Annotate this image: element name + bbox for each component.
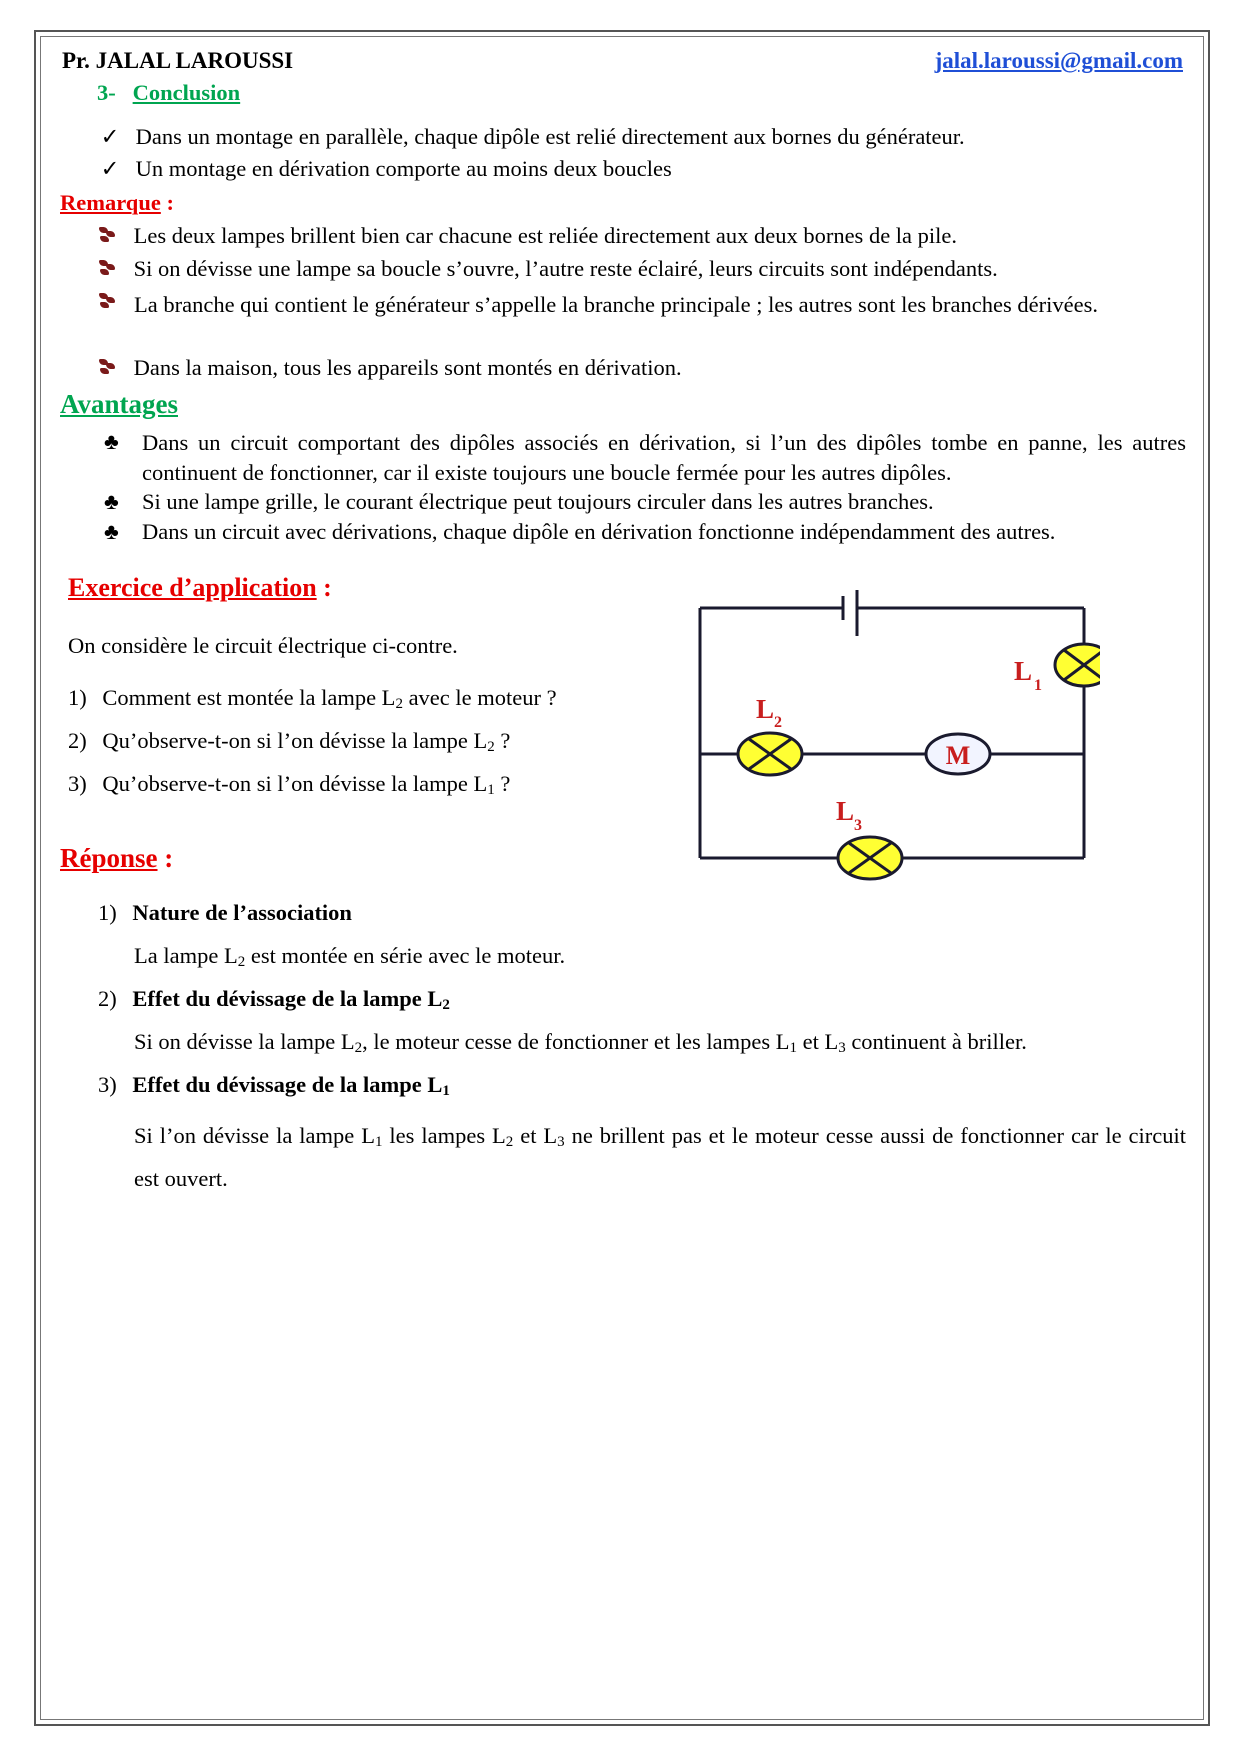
- remarque-item: Si on dévisse une lampe sa boucle s’ouvre, l’autre reste éclairé, leurs circuits sont indépendants.: [98, 255, 998, 283]
- lamp-l1-index: 1: [1034, 677, 1042, 694]
- question-1: 1) Comment est montée la lampe $L_2$ avec le moteur ?: [68, 685, 557, 712]
- lamp-l1-icon: [1055, 644, 1100, 686]
- conclusion-number: 3-: [97, 80, 116, 105]
- lamp-l3-index: 3: [854, 817, 862, 834]
- conclusion-heading: [97, 79, 240, 107]
- leaf-bullet-icon: [98, 357, 116, 375]
- exercice-title: Exercice d’application: [68, 573, 317, 602]
- answer-1-text: La lampe $L_2$ est montée en série avec le moteur.: [134, 943, 566, 970]
- remarque-heading: Remarque :: [60, 190, 174, 215]
- question-2: 2) Qu’observe-t-on si l’on dévisse la lampe $L_2$ ?: [68, 728, 511, 755]
- answer-3-text: Si l’on dévisse la lampe $L_1$ les lampes $L_2$ et $L_3$ ne brillent pas et le moteur cesse aussi de fonctionner car le circuit est ouvert.: [134, 1123, 1187, 1191]
- lamp-l1-letter: L: [1014, 656, 1033, 686]
- answer-1-heading: 1) Nature de l’association: [98, 900, 352, 925]
- remarque-item: Dans la maison, tous les appareils sont montés en dérivation.: [98, 354, 682, 382]
- conclusion-item: ✓ Un montage en dérivation comporte au moins deux boucles: [100, 156, 672, 181]
- author-name: Pr. JALAL LAROUSSI: [62, 48, 294, 73]
- remarque-title: Remarque: [60, 190, 161, 215]
- leaf-bullet-icon: [98, 258, 116, 276]
- remarque-item: [98, 288, 116, 316]
- reponse-title: Réponse: [60, 843, 158, 873]
- conclusion-title: Conclusion: [132, 80, 241, 105]
- check-icon: ✓: [100, 156, 120, 181]
- remarque-item-text: La branche qui contient le générateur s’appelle la branche principale ; les autres sont les branches dérivées.: [134, 292, 1098, 317]
- leaf-bullet-icon: [98, 225, 116, 243]
- reponse-heading: Réponse :: [60, 843, 174, 873]
- lamp-l2-letter: L: [756, 694, 775, 724]
- avantages-title: Avantages: [60, 389, 178, 419]
- answer-2-heading: 2) Effet du dévissage de la lampe $L_2$: [98, 986, 450, 1013]
- conclusion-item: ✓ Dans un montage en parallèle, chaque dipôle est relié directement aux bornes du générateur.: [100, 124, 965, 149]
- leaf-bullet-icon: [98, 291, 116, 309]
- circuit-diagram: [680, 590, 1100, 890]
- question-3: 3) Qu’observe-t-on si l’on dévisse la lampe $L_1$ ?: [68, 771, 511, 798]
- exercice-heading: Exercice d’application :: [68, 573, 332, 602]
- answer-2-text: Si on dévisse la lampe $L_2$, le moteur cesse de fonctionner et les lampes $L_1$ et $L_3$ continuent à briller.: [134, 1029, 1027, 1056]
- lamp-l2-index: 2: [774, 714, 782, 731]
- motor-label: M: [945, 741, 971, 770]
- lamp-l2-icon: [738, 733, 802, 775]
- exercice-intro: On considère le circuit électrique ci-contre.: [68, 633, 458, 658]
- lamp-l3-icon: [838, 837, 902, 879]
- club-bullet-icon: ♣: [104, 429, 119, 454]
- author-email-link[interactable]: jalal.laroussi@gmail.com: [934, 48, 1183, 73]
- club-bullet-icon: ♣: [104, 519, 119, 544]
- club-bullet-icon: ♣: [104, 489, 119, 514]
- lamp-l3-letter: L: [836, 796, 855, 826]
- answer-3-heading: 3) Effet du dévissage de la lampe $L_1$: [98, 1072, 450, 1099]
- avantages-item: Dans un circuit comportant des dipôles associés en dérivation, si l’un des dipôles tombe en panne, les autres continuent de fonctionner, car il existe toujours une boucle fermée pour les autres dipôles.: [142, 430, 1186, 485]
- remarque-item: Les deux lampes brillent bien car chacune est reliée directement aux deux bornes de la pile.: [98, 222, 957, 250]
- check-icon: ✓: [100, 124, 120, 149]
- avantages-item: Dans un circuit avec dérivations, chaque dipôle en dérivation fonctionne indépendamment des autres.: [142, 519, 1056, 544]
- avantages-item: Si une lampe grille, le courant électrique peut toujours circuler dans les autres branches.: [142, 489, 934, 514]
